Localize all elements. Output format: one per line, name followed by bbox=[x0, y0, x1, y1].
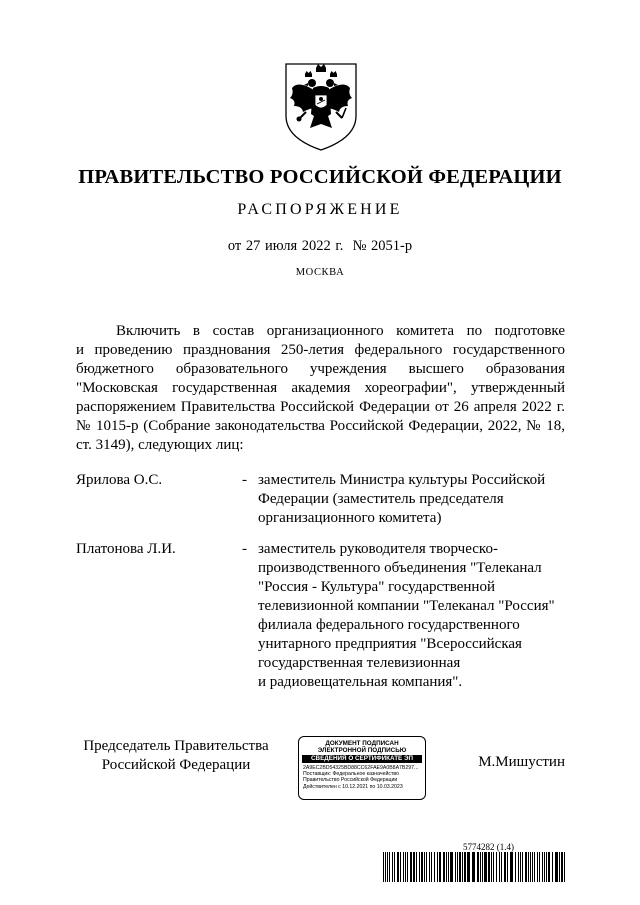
stamp-certificate-band: СВЕДЕНИЯ О СЕРТИФИКАТЕ ЭП bbox=[302, 755, 422, 763]
document-city: МОСКВА bbox=[295, 267, 345, 278]
stamp-issuer: Поставщик: Федеральное казначейство bbox=[303, 771, 399, 778]
signer-name: М.Мишустин bbox=[478, 754, 565, 770]
member-role-line: производственного объединения "Телеканал bbox=[258, 560, 542, 576]
member-role-line: государственная телевизионная bbox=[258, 655, 461, 671]
member-role-line: унитарного предприятия "Всероссийская bbox=[258, 636, 522, 652]
order-text-line: и проведению празднования 250-летия федерального государственного bbox=[76, 342, 565, 358]
order-text-line: бюджетного образовательного учреждения высшего образования bbox=[76, 361, 565, 377]
russian-coat-of-arms-icon bbox=[276, 58, 366, 153]
member-role-line: и радиовещательная компания". bbox=[258, 674, 463, 690]
barcode-icon bbox=[383, 852, 565, 882]
order-text-line: ст. 3149), следующих лиц: bbox=[76, 437, 244, 453]
signatory-position-line: Председатель Правительства bbox=[83, 738, 269, 754]
member-role bbox=[258, 471, 568, 528]
order-text-line: распоряжением Правительства Российской Федерации от 26 апреля 2022 г. bbox=[76, 399, 565, 415]
order-text-line: "Московская государственная академия хореографии", утвержденный bbox=[76, 380, 565, 396]
member-dash: - bbox=[242, 541, 247, 557]
member-role-line: заместитель руководителя творческо- bbox=[258, 541, 498, 557]
stamp-validity: Действителен с 10.12.2021 по 10.03.2023 bbox=[303, 783, 403, 790]
member-role-line: филиала федерального государственного bbox=[258, 617, 520, 633]
stamp-subtitle: ЭЛЕКТРОННОЙ ПОДПИСЬЮ bbox=[317, 747, 407, 754]
order-text-line: № 1015-р (Собрание законодательства Российской Федерации, 2022, № 18, bbox=[76, 418, 565, 434]
signatory-position-line: Российской Федерации bbox=[101, 757, 251, 773]
document-type: РАСПОРЯЖЕНИЕ bbox=[237, 201, 403, 218]
signatory-position bbox=[76, 737, 276, 775]
government-title: ПРАВИТЕЛЬСТВО РОССИЙСКОЙ ФЕДЕРАЦИИ bbox=[78, 166, 562, 188]
stamp-serial: 2A9EC2BD54325BD88CC62FAE9A0B8A7B297... bbox=[303, 765, 419, 771]
stamp-owner: Правительство Российской Федерации bbox=[303, 777, 398, 784]
member-role-line: телевизионной компании "Телеканал "Россия" bbox=[258, 598, 555, 614]
member-role-line: заместитель Министра культуры Российской bbox=[258, 472, 546, 488]
document-date-number: от 27 июля 2022 г. № 2051-р bbox=[227, 238, 413, 254]
order-text-line: Включить в состав организационного комитета по подготовке bbox=[116, 323, 565, 339]
barcode-label: 5774282 (1.4) bbox=[463, 842, 514, 852]
stamp-title: ДОКУМЕНТ ПОДПИСАН bbox=[325, 740, 399, 747]
member-role-line: Федерации (заместитель председателя bbox=[258, 491, 504, 507]
member-role-line: "Россия - Культура" государственной bbox=[258, 579, 495, 595]
order-text bbox=[76, 322, 565, 455]
electronic-signature-stamp bbox=[298, 736, 426, 800]
member-name: Платонова Л.И. bbox=[76, 541, 176, 557]
member-name: Ярилова О.С. bbox=[76, 472, 163, 488]
member-role bbox=[258, 540, 568, 692]
member-dash: - bbox=[242, 472, 247, 488]
member-role-line: организационного комитета) bbox=[258, 510, 442, 526]
